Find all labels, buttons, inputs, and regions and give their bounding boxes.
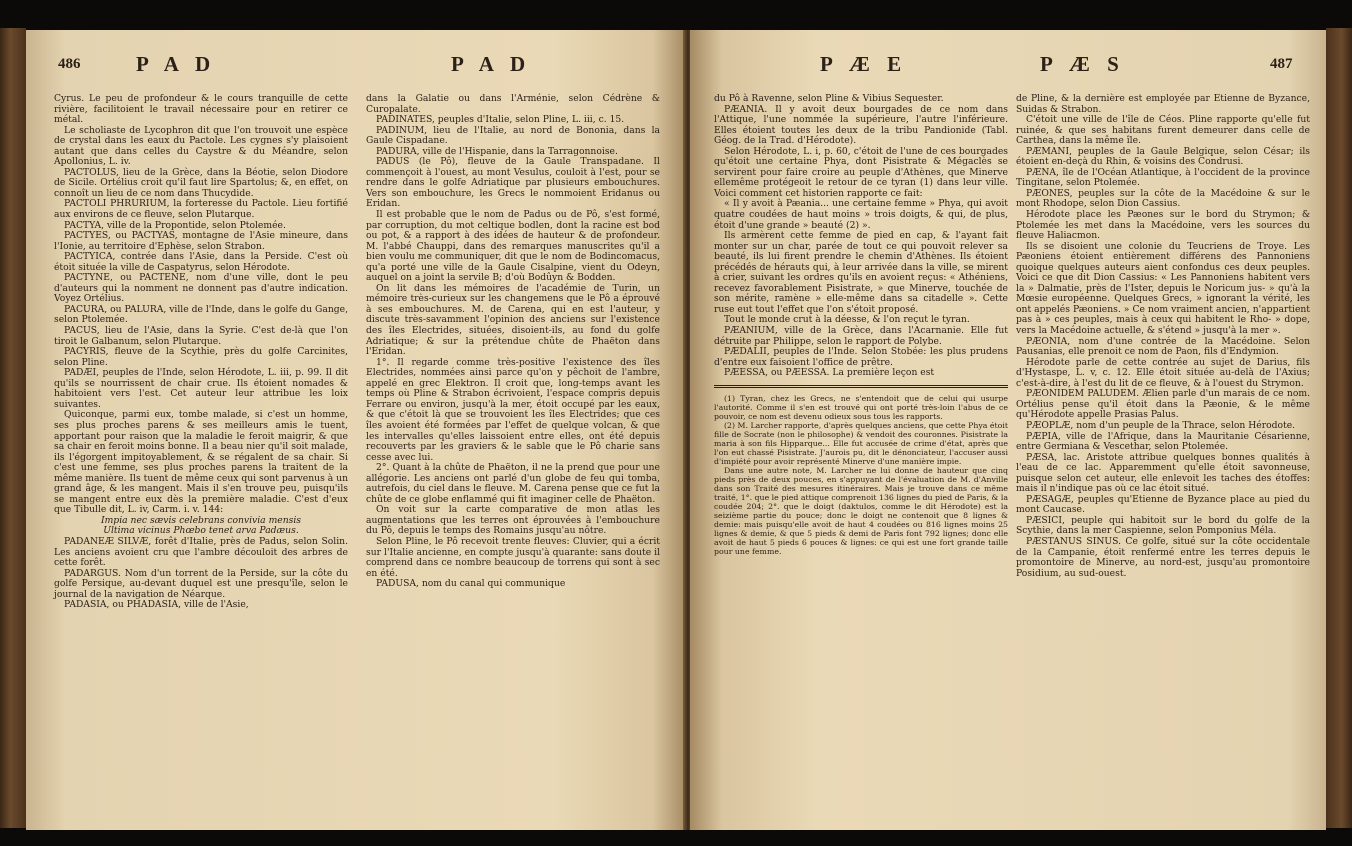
- entry-paragraph: PÆOPLÆ, nom d'un peuple de la Thrace, selon Hérodote.: [1026, 419, 1296, 431]
- left-running-head: [26, 50, 686, 86]
- entry-paragraph: Quiconque, parmi eux, tombe malade, si c'est un homme, ses plus proches parens & ses meilleurs amis le tuent, apportant pour raison que la maladie le feroit maigrir, & que sa chair en feroit moins bonne. Il a beau nier qu'il soit malade, ils l'égorgent impitoyablement, & se régalent de sa chair. Si c'est une femme, ses plus proches parens la traitent de la même manière. Ils tuent de même ceux qui sont parvenus à un grand âge, & les mangent. Mais il s'en trouve peu, puisqu'ils se mangent entre eux dès la première maladie. C'est d'eux que Tibulle dit, L. iv, Carm. i. v. 144:: [54, 409, 348, 516]
- entry-paragraph: PÆSICI, peuple qui habitoit sur le bord du golfe de la Scythie, dans la mer Caspienne, selon Pomponius Méla.: [1016, 514, 1310, 537]
- entry-paragraph: PADÆI, peuples de l'Inde, selon Hérodote, L. iii, p. 99. Il dit qu'ils se nourrissent de chair crue. Ils étoient nomades & habitoient vers l'est. Cet auteur leur attribue les loix suivantes.: [54, 367, 348, 410]
- entry-paragraph: PACTOLI PHRURIUM, la forteresse du Pactole. Lieu fortifié aux environs de ce fleuve, selon Plutarque.: [54, 198, 348, 221]
- right-column-2: [1016, 94, 1310, 579]
- verse-line: Ultima vicinus Phœbo tenet arva Padæus.: [103, 525, 299, 537]
- entry-paragraph: PÆMANI, peuples de la Gaule Belgique, selon César; ils étoient en-deçà du Rhin, & voisins des Condrusi.: [1016, 145, 1310, 168]
- entry-paragraph: Hérodote parle de cette contrée au sujet de Darius, fils d'Hystaspe, L. v, c. 12. Elle étoit située au-delà de l'Axius; c'est-à-dire, à l'est du lit de ce fleuve, & à l'ouest du Strymon.: [1016, 356, 1310, 389]
- entry-paragraph: du Pô à Ravenne, selon Pline & Vibius Sequester.: [714, 93, 944, 104]
- entry-paragraph: de Pline, & la dernière est employée par Etienne de Byzance, Suidas & Strabon.: [1016, 93, 1310, 115]
- verse-line: Impia nec sævis celebrans convivia mensis: [100, 514, 302, 526]
- entry-paragraph: PÆSTANUS SINUS. Ce golfe, situé sur la côte occidentale de la Campanie, étoit renfermé entre les terres depuis le promontoire de Minerve, au nord-est, jusqu'au promontoire Posidium, au sud-ouest.: [1016, 535, 1310, 579]
- right-page: [690, 30, 1326, 830]
- entry-paragraph: PÆONES, peuples sur la côte de la Macédoine & sur le mont Rhodope, selon Dion Cassius.: [1016, 187, 1310, 210]
- entry-paragraph: PADASIA, ou PHADASIA, ville de l'Asie,: [64, 599, 249, 611]
- entry-paragraph: PACTYA, ville de la Propontide, selon Ptolemée.: [64, 219, 286, 231]
- entry-paragraph: PÆESSA, ou PÆESSA. La première leçon est: [724, 367, 935, 379]
- entry-paragraph: PACTYICA, contrée dans l'Asie, dans la Perside. C'est où étoit située la ville de Caspatyrus, selon Hérodote.: [54, 251, 348, 273]
- entry-paragraph: PACTYNE, ou PACTENE, nom d'une ville, dont le peu d'auteurs qui la nomment ne donnent pas d'autre indication. Voyez Ortélius.: [54, 272, 348, 305]
- entry-paragraph: PACYRIS, fleuve de la Scythie, près du golfe Carcinites, selon Pline.: [54, 346, 348, 368]
- entry-paragraph: Tout le monde crut à la déesse, & l'on reçut le tyran.: [724, 314, 970, 326]
- entry-paragraph: PADINATES, peuples d'Italie, selon Pline, L. iii, c. 15.: [376, 114, 625, 126]
- entry-paragraph: Ils armèrent cette femme de pied en cap, & l'ayant fait monter sur un char, parée de tout ce qui pouvoit relever sa beauté, ils lui firent prendre le chemin d'Athènes. Ils étoient précédés de hérauts qui, à leur arrivée dans la ville, se mirent à crier, suivant les ordres qu'ils en avoient reçus: « Athéniens, recevez favorablement Pisistrate, » que Minerve, touchée de son mérite, ramène » elle-même dans sa citadelle ». Cette ruse eut tout l'effet que l'on s'étoit proposé.: [714, 230, 1008, 315]
- footnote-rule: [714, 385, 1008, 390]
- entry-paragraph: PÆANIA. Il y avoit deux bourgades de ce nom dans l'Attique, l'une nommée la supérieure, l'autre l'inférieure. Elles étoient toutes les deux de la tribu Pandionide (Tabl. Géog. de la Trad. d'Hérodote).: [714, 103, 1008, 147]
- entry-paragraph: PÆDALII, peuples de l'Inde. Selon Stobée: les plus prudens d'entre eux faisoient l'office de prêtre.: [714, 346, 1008, 368]
- entry-paragraph: PADURA, ville de l'Hispanie, dans la Tarragonnoise.: [376, 145, 618, 157]
- entry-paragraph: 2°. Quant à la chûte de Phaëton, il ne la prend que pour une allégorie. Les anciens ont parlé d'un globe de feu qui tomba, autrefois, du ciel dans le fleuve. M. Carena pense que ce fut la chûte de ce globe enflammé qui fit imaginer celle de Phaëton.: [366, 462, 660, 505]
- left-head-word-1: P A D: [136, 52, 217, 76]
- entry-paragraph: Selon Pline, le Pô recevoit trente fleuves: Cluvier, qui a écrit sur l'Italie ancienne, en compte jusqu'à quarante: sans doute il comprend dans ce nombre beaucoup de torrens qui sont à sec en été.: [366, 535, 660, 579]
- entry-paragraph: Le scholiaste de Lycophron dit que l'on trouvoit une espèce de crystal dans les eaux du Pactole. Les cygnes s'y plaisoient autant que dans celles du Caystre & du Méandre, selon Apollonius, L. iv.: [54, 124, 348, 168]
- right-column-1: [714, 94, 1008, 556]
- entry-paragraph: On lit dans les mémoires de l'académie de Turin, un mémoire très-curieux sur les changemens que le Pô a éprouvé à ses embouchures. M. de Carena, qui en est l'auteur, y discute très-savamment l'opinion des anciens sur l'existence des îles Electrides, situées, disoient-ils, au fond du golfe Adriatique; & sur la prétendue chûte de Phaëton dans l'Eridan.: [366, 282, 660, 358]
- entry-paragraph: 1°. Il regarde comme très-positive l'existence des îles Electrides, nommées ainsi parce qu'on y pêchoit de l'ambre, appelé en grec Elektron. Il croit que, long-temps avant les temps où Pline & Strabon écrivoient, l'espace compris depuis Ferrare ou environ, jusqu'à la mer, étoit occupé par les eaux, & que c'étoit là que se trouvoient les îles Electrides; que ces îles avoient été formées par l'effet de quelque volcan, & que les intervalles qu'elles laissoient entre elles, ont été depuis recouverts par les graviers & le sable que le Pô charie sans cesse avec lui.: [366, 356, 660, 463]
- entry-paragraph: C'étoit une ville de l'île de Céos. Pline rapporte qu'elle fut ruinée, & que ses habitans furent demeurer dans celle de Carthea, dans la même île.: [1016, 114, 1310, 147]
- footnote: (2) M. Larcher rapporte, d'après quelques anciens, que cette Phya étoit fille de Socrate (non le philosophe) & vendoit des couronnes. Pisistrate la maria à son fils Hipparque... Elle fut accusée de crime d'état, après que l'on eut chassé Pisistrate. J'aurois pu, dit le dénonciateur, l'accuser aussi d'impiété pour avoir représenté Minerve d'une manière impie.: [714, 420, 1008, 466]
- left-page: [26, 30, 686, 830]
- entry-paragraph: PÆONIDEM PALUDEM. Ælien parle d'un marais de ce nom. Ortélius pense qu'il étoit dans la Pæonie, & le même qu'Hérodote appelle Prasias Palus.: [1016, 388, 1310, 421]
- entry-paragraph: Ils se disoient une colonie du Teucriens de Troye. Les Pæoniens étoient entièrement différens des Pannoniens quoique quelques auteurs aient confondus ces deux peuples. Voici ce que dit Dion Cassius: « Les Pannoniens habitent vers la » Dalmatie, près de l'Ister, depuis le Noricum jus- » qu'à la Mœsie européenne. Quelques Grecs, » ignorant la vérité, les ont appelés Pæoniens. » Ce nom vraiment ancien, n'appartient pas à » ces peuples, mais à ceux qui habitent le Rho- » dope, vers la Macédoine actuelle, & s'étend » jusqu'à la mer ».: [1016, 240, 1310, 337]
- entry-paragraph: PADINUM, lieu de l'Italie, au nord de Bononia, dans la Gaule Cispadane.: [366, 124, 660, 147]
- footnote: (1) Tyran, chez les Grecs, ne s'entendoit que de celui qui usurpe l'autorité. Comme il s'en est trouvé qui ont porté très-loin l'abus de ce pouvoir, ce nom est devenu odieux sous tous les rapports.: [714, 393, 1008, 421]
- book-edge-left: [0, 28, 26, 828]
- entry-paragraph: PACUS, lieu de l'Asie, dans la Syrie. C'est de-là que l'on tiroit le Galbanum, selon Plutarque.: [54, 325, 348, 347]
- book-edge-right: [1326, 28, 1352, 828]
- entry-paragraph: PADARGUS. Nom d'un torrent de la Perside, sur la côte du golfe Persique, au-devant duquel est une presqu'île, selon le journal de la navigation de Néarque.: [54, 567, 348, 600]
- left-page-number: 486: [58, 56, 81, 72]
- right-head-word-1: P Æ E: [820, 52, 908, 76]
- entry-paragraph: PÆANIUM, ville de la Grèce, dans l'Acarnanie. Elle fut détruite par Philippe, selon le rapport de Polybe.: [714, 325, 1008, 347]
- entry-paragraph: PACURA, ou PALURA, ville de l'Inde, dans le golfe du Gange, selon Ptolemée.: [54, 303, 348, 326]
- entry-paragraph: PADUS (le Pô), fleuve de la Gaule Transpadane. Il commençoit à l'ouest, au mont Vesulus, couloit à l'est, pour se rendre dans le golfe Adriatique par plusieurs embouchures. Vers son embouchure, les Grecs le nommoient Eridanus ou Eridan.: [366, 156, 660, 210]
- right-running-head: [690, 50, 1326, 86]
- entry-paragraph: PÆNA, île de l'Océan Atlantique, à l'occident de la province Tingitane, selon Ptolemée.: [1016, 166, 1310, 189]
- entry-paragraph: PÆPIA, ville de l'Afrique, dans la Mauritanie Césarienne, entre Germiana & Vescethar, selon Ptolemée.: [1016, 430, 1310, 453]
- right-page-number: 487: [1270, 56, 1293, 72]
- entry-paragraph: dans la Galatie ou dans l'Arménie, selon Cédrène & Curopalate.: [366, 93, 660, 115]
- entry-paragraph: Cyrus. Le peu de profondeur & le cours tranquille de cette rivière, facilitoient le travail nécessaire pour en retirer ce métal.: [54, 93, 348, 126]
- entry-paragraph: Selon Hérodote, L. i, p. 60, c'étoit de l'une de ces bourgades qu'étoit une certaine Phya, dont Pisistrate & Mégaclès se servirent pour faire croire au peuple d'Athènes, que Minerve ellemême protégeoit le retour de ce tyran (1) dans leur ville. Voici comment cet historien rapporte ce fait:: [714, 145, 1008, 199]
- entry-paragraph: PADANEÆ SILVÆ, forêt d'Italie, près de Padus, selon Solin. Les anciens avoient cru que l'ambre découloit des arbres de cette forêt.: [54, 535, 348, 569]
- left-column-2: [366, 94, 660, 590]
- entry-paragraph: « Il y avoit à Pæania... une certaine femme » Phya, qui avoit quatre coudées de haut moins » trois doigts, & qui, de plus, étoit d'une grande » beauté (2) ».: [714, 198, 1008, 231]
- entry-paragraph: PÆSAGÆ, peuples qu'Etienne de Byzance place au pied du mont Caucase.: [1016, 493, 1310, 516]
- left-column-1: [54, 94, 348, 611]
- right-head-word-2: P Æ S: [1040, 52, 1125, 76]
- entry-paragraph: PACTOLUS, lieu de la Grèce, dans la Béotie, selon Diodore de Sicile. Ortélius croit qu'il faut lire Spartolus; &, en effet, on connoît un lieu de ce nom dans Thucydide.: [54, 166, 348, 199]
- entry-paragraph: Il est probable que le nom de Padus ou de Pô, s'est formé, par corruption, du mot celtique bodlen, dont la racine est bod ou pot, & a rapport à des idées de hauteur & de profondeur. M. l'abbé Chauppi, dans des remarques manuscrites qu'il a bien voulu me communiquer, dit que le nom de Bodincomacus, qu'a porté une ville de la Gaule Cisalpine, vient du Odeyn, auquel on a joint la servile B; d'où Bodûyn & Bodden.: [366, 209, 660, 284]
- entry-paragraph: PÆONIA, nom d'une contrée de la Macédoine. Selon Pausanias, elle prenoit ce nom de Paon, fils d'Endymion.: [1016, 335, 1310, 358]
- entry-paragraph: On voit sur la carte comparative de mon atlas les augmentations que les terres ont éprouvées à l'embouchure du Pô, depuis le temps des Romains jusqu'au nôtre.: [366, 504, 660, 537]
- left-head-word-2: P A D: [451, 52, 532, 76]
- entry-paragraph: PÆSA, lac. Aristote attribue quelques bonnes qualités à l'eau de ce lac. Apparemment qu'elle étoit savonneuse, puisque selon cet auteur, elle enlevoit les taches des étoffes: mais il n'indique pas où ce lac étoit situé.: [1016, 451, 1310, 495]
- entry-paragraph: PADUSA, nom du canal qui communique: [376, 578, 566, 590]
- footnote: Dans une autre note, M. Larcher ne lui donne de hauteur que cinq pieds près de deux pouces, en s'appuyant de l'évaluation de M. d'Anville dans son Traité des mesures itinéraires. Mais je trouve dans ce même traité, 1°. que le pied attique comprenoit 136 lignes du pied de Paris, & la coudée 204; 2°. que le doigt (daktulos, comme le dit Hérodote) est la seizième partie du pouce; donc le doigt ne contenoit que 8 lignes & demie: mais puisqu'elle avoit de haut 4 coudées ou 816 lignes moins 25 lignes & demie, & que 5 pieds & demi de Paris font 792 lignes; donc elle avoit de haut 5 pieds 6 pouces & lignes: ce qui est une fort grande taille pour une femme.: [714, 465, 1008, 556]
- entry-paragraph: PACTYES, ou PACTYAS, montagne de l'Asie mineure, dans l'Ionie, au territoire d'Ephèse, selon Strabon.: [54, 230, 348, 252]
- entry-paragraph: Hérodote place les Pæones sur le bord du Strymon; & Ptolemée les met dans la Macédoine, vers les sources du fleuve Haliacmon.: [1016, 209, 1310, 242]
